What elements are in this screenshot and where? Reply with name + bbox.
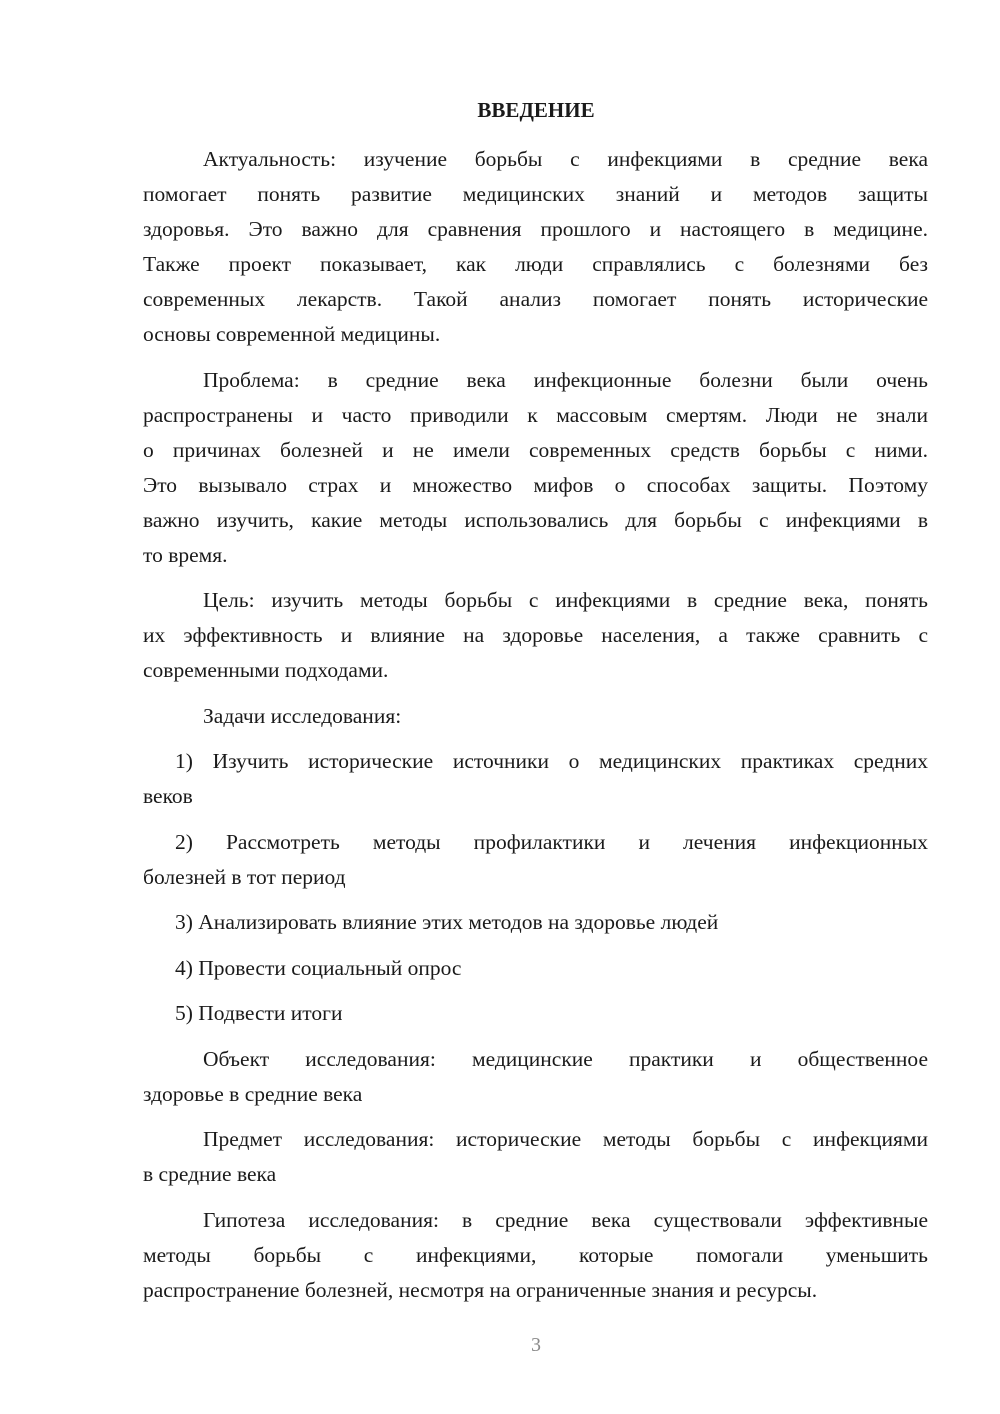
task-list-item	[143, 905, 928, 940]
text-line: здоровья. Это важно для сравнения прошлого и настоящего в медицине.	[143, 217, 928, 241]
text-line: Задачи исследования:	[203, 703, 402, 728]
text-line: о причинах болезней и не имели современных средств борьбы с ними.	[143, 437, 928, 462]
paragraph	[143, 142, 928, 352]
text-line: Предмет исследования: исторические методы борьбы с инфекциями	[203, 1127, 928, 1151]
text-line: Актуальность: изучение борьбы с инфекциями в средние века	[203, 147, 928, 171]
text-line: современными подходами.	[143, 658, 389, 682]
task-list-item	[143, 744, 928, 814]
task-list-item	[143, 996, 928, 1031]
text-line: распространены и часто приводили к массовым смертям. Люди не знали	[143, 402, 928, 427]
text-line: 3) Анализировать влияние этих методов на здоровье людей	[175, 910, 719, 934]
text-line: современных лекарств. Такой анализ помогает понять исторические	[143, 287, 928, 311]
text-line: 2) Рассмотреть методы профилактики и лечения инфекционных	[175, 829, 928, 854]
text-line: Цель: изучить методы борьбы с инфекциями в средние века, понять	[203, 588, 928, 612]
text-line: Объект исследования: медицинские практики и общественное	[203, 1046, 928, 1071]
paragraph	[143, 1042, 928, 1112]
text-line: Это вызывало страх и множество мифов о способах защиты. Поэтому	[143, 472, 928, 497]
text-line: основы современной медицины.	[143, 322, 441, 346]
text-line: то время.	[143, 542, 228, 567]
text-line: болезней в тот период	[143, 864, 346, 889]
text-line: Гипотеза исследования: в средние века существовали эффективные	[203, 1207, 928, 1232]
task-list-item	[143, 951, 928, 986]
task-list-item	[143, 825, 928, 895]
text-line: методы борьбы с инфекциями, которые помогали уменьшить	[143, 1242, 928, 1267]
document-body	[143, 142, 928, 1318]
text-line: их эффективность и влияние на здоровье населения, а также сравнить с	[143, 623, 928, 647]
text-line: Проблема: в средние века инфекционные болезни были очень	[203, 367, 928, 392]
text-line: в средние века	[143, 1162, 277, 1186]
text-line: помогает понять развитие медицинских знаний и методов защиты	[143, 182, 928, 206]
paragraph	[143, 1203, 928, 1308]
paragraph	[143, 363, 928, 573]
text-line: 1) Изучить исторические источники о медицинских практиках средних	[175, 749, 928, 773]
text-line: 4) Провести социальный опрос	[175, 955, 462, 980]
paragraph	[143, 1122, 928, 1192]
text-line: 5) Подвести итоги	[175, 1001, 343, 1025]
paragraph	[143, 583, 928, 688]
paragraph	[143, 699, 928, 734]
text-line: распространение болезней, несмотря на ограниченные знания и ресурсы.	[143, 1277, 818, 1302]
page-number: 3	[531, 1334, 541, 1356]
page-title: ВВЕДЕНИЕ	[477, 98, 595, 122]
text-line: важно изучить, какие методы использовались для борьбы с инфекциями в	[143, 507, 928, 532]
text-line: веков	[143, 784, 193, 808]
text-line: Также проект показывает, как люди справлялись с болезнями без	[143, 252, 928, 276]
text-line: здоровье в средние века	[143, 1081, 363, 1106]
